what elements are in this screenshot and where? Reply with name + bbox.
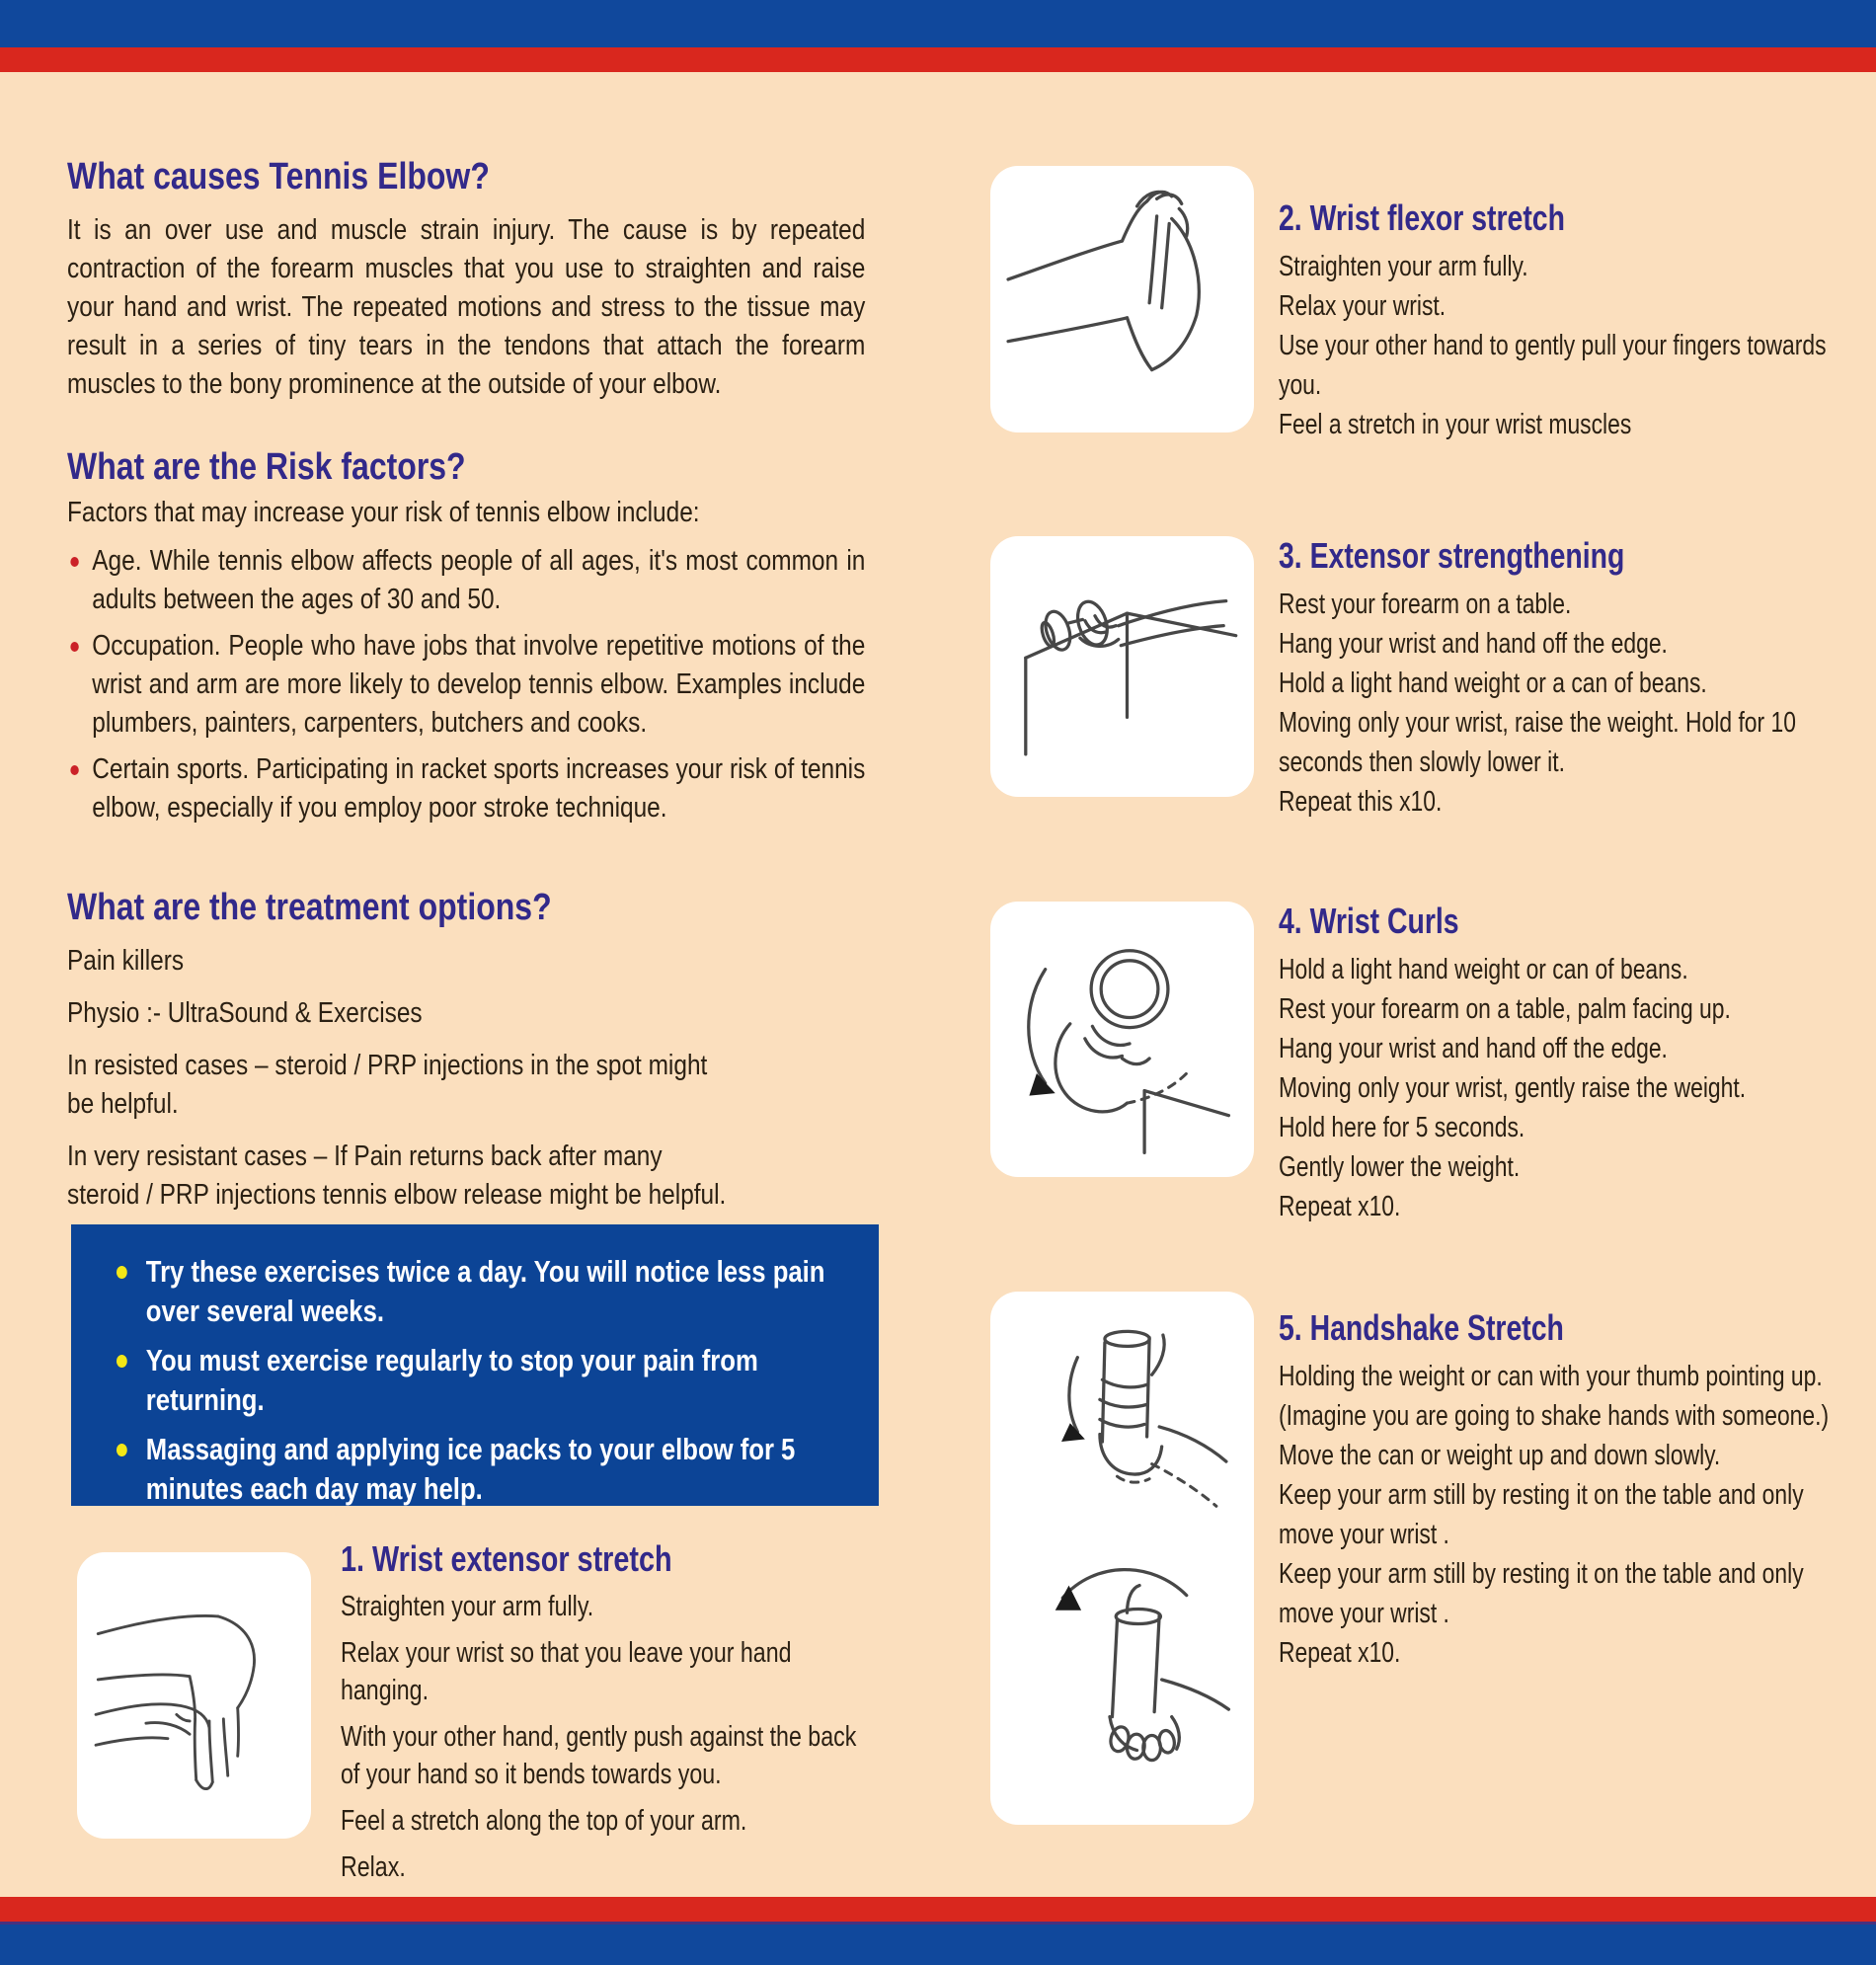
causes-section	[67, 154, 865, 404]
exercise-advice-info-box	[71, 1224, 879, 1506]
exercise-5-line: Repeat x10.	[1279, 1637, 1401, 1669]
treatment-line	[67, 942, 865, 981]
handshake-stretch-text	[1279, 1305, 1832, 1673]
info-bullet-text: You must exercise regularly to stop your pain from returning.	[145, 1343, 758, 1417]
exercise-1-line: With your other hand, gently push against the back of your hand so it bends towards you.	[341, 1721, 857, 1790]
extensor-strengthening-card	[990, 536, 1254, 797]
handshake-stretch-illustration	[998, 1299, 1246, 1817]
exercise-4-line: Hold a light hand weight or can of beans.	[1279, 954, 1688, 985]
exercise-2-line: Use your other hand to gently pull your fingers towards you.	[1279, 330, 1827, 401]
extensor-strengthening-illustration	[998, 544, 1246, 789]
wrist-flexor-stretch-text	[1279, 196, 1832, 444]
exercise-4-line: Hold here for 5 seconds.	[1279, 1112, 1525, 1143]
exercise-1-line: Relax your wrist so that you leave your hand hanging.	[341, 1637, 792, 1706]
risk-heading: What are the Risk factors?	[67, 446, 466, 488]
wrist-curls-illustration	[998, 909, 1246, 1169]
info-bullet	[117, 1341, 852, 1420]
risk-bullet	[67, 542, 865, 619]
exercise-4-heading: 4. Wrist Curls	[1279, 901, 1459, 941]
wrist-extensor-stretch-card	[77, 1552, 311, 1839]
exercise-5-line: Keep your arm still by resting it on the table and only move your wrist .	[1279, 1479, 1804, 1550]
treatment-heading: What are the treatment options?	[67, 887, 552, 928]
wrist-flexor-stretch-illustration	[998, 174, 1246, 425]
handshake-stretch-card	[990, 1292, 1254, 1825]
causes-heading: What causes Tennis Elbow?	[67, 156, 490, 197]
exercise-4-line: Rest your forearm on a table, palm facing up.	[1279, 993, 1731, 1025]
exercise-3-heading: 3. Extensor strengthening	[1279, 535, 1625, 576]
exercise-5-heading: 5. Handshake Stretch	[1279, 1307, 1564, 1348]
exercise-4-line: Repeat x10.	[1279, 1191, 1401, 1222]
risk-bullet	[67, 750, 865, 827]
exercise-4-line: Moving only your wrist, gently raise the weight.	[1279, 1072, 1747, 1104]
bullet-dot-icon	[70, 557, 78, 567]
exercise-3-line: Rest your forearm on a table.	[1279, 589, 1572, 620]
exercise-5-line: Holding the weight or can with your thumb pointing up. (Imagine you are going to shake hands with someone.)	[1279, 1361, 1830, 1432]
exercise-2-line: Relax your wrist.	[1279, 290, 1446, 322]
wrist-extensor-stretch-illustration	[85, 1560, 303, 1831]
risk-bullet-text: Certain sports. Participating in racket sports increases your risk of tennis elbow, especially if you employ poor stroke technique.	[92, 753, 866, 824]
top-blue-bar	[0, 0, 1876, 47]
wrist-curls-text	[1279, 899, 1832, 1226]
exercise-1-line: Feel a stretch along the top of your arm.	[341, 1805, 747, 1837]
info-bullet	[117, 1252, 852, 1331]
info-bullet	[117, 1430, 852, 1509]
risk-bullet	[67, 627, 865, 743]
wrist-curls-card	[990, 902, 1254, 1177]
exercise-2-heading: 2. Wrist flexor stretch	[1279, 197, 1565, 238]
treatment-line	[67, 994, 865, 1033]
exercise-2-line: Straighten your arm fully.	[1279, 251, 1528, 282]
bottom-red-bar	[0, 1897, 1876, 1922]
info-bullet-text: Try these exercises twice a day. You will notice less pain over several weeks.	[145, 1254, 825, 1328]
exercise-3-line: Moving only your wrist, raise the weight. Hold for 10 seconds then slowly lower it.	[1279, 707, 1796, 778]
risk-bullet-text: Occupation. People who have jobs that involve repetitive motions of the wrist and arm are more likely to develop tennis elbow. Examples include plumbers, painters, carpenters, butchers and cooks.	[92, 630, 866, 739]
bullet-dot-icon	[70, 765, 78, 775]
risk-bullet-list	[67, 542, 865, 827]
bullet-dot-icon	[117, 1266, 127, 1279]
exercise-2-line: Feel a stretch in your wrist muscles	[1279, 409, 1632, 440]
exercise-4-line: Gently lower the weight.	[1279, 1151, 1521, 1183]
bullet-dot-icon	[117, 1444, 127, 1456]
treatment-line	[67, 1047, 865, 1124]
treatment-text: Pain killers	[67, 945, 185, 977]
treatment-text: In resisted cases – steroid / PRP injections in the spot might	[67, 1050, 708, 1081]
risk-intro: Factors that may increase your risk of tennis elbow include:	[67, 497, 700, 528]
exercise-1-line: Relax.	[341, 1851, 406, 1883]
exercise-1-heading: 1. Wrist extensor stretch	[341, 1538, 672, 1579]
risk-bullet-text: Age. While tennis elbow affects people of all ages, it's most common in adults between the ages of 30 and 50.	[92, 545, 866, 615]
treatment-section	[67, 885, 865, 1228]
exercise-3-line: Hold a light hand weight or a can of beans.	[1279, 668, 1707, 699]
bottom-blue-bar	[0, 1922, 1876, 1965]
exercise-1-line: Straighten your arm fully.	[341, 1591, 594, 1622]
treatment-blocks	[67, 942, 865, 1215]
treatment-text: steroid / PRP injections tennis elbow release might be helpful.	[67, 1179, 727, 1211]
exercise-3-line: Hang your wrist and hand off the edge.	[1279, 628, 1668, 660]
treatment-text: In very resistant cases – If Pain returns back after many	[67, 1140, 663, 1172]
wrist-extensor-stretch-text	[341, 1536, 878, 1895]
treatment-text: be helpful.	[67, 1088, 179, 1120]
info-box-content	[117, 1252, 852, 1509]
exercise-5-line: Move the can or weight up and down slowly.	[1279, 1440, 1721, 1471]
risk-factors-section	[67, 444, 865, 835]
info-bullet-text: Massaging and applying ice packs to your elbow for 5 minutes each day may help.	[145, 1432, 796, 1506]
causes-paragraph: It is an over use and muscle strain injury. The cause is by repeated contraction of the forearm muscles that you use to straighten and raise your hand and wrist. The repeated motions and stress to the tissue may result in a series of tiny tears in the tendons that attach the forearm muscles to the bony prominence at the outside of your elbow.	[67, 214, 866, 400]
top-red-bar	[0, 47, 1876, 72]
exercise-3-line: Repeat this x10.	[1279, 786, 1443, 818]
wrist-flexor-stretch-card	[990, 166, 1254, 432]
extensor-strengthening-text	[1279, 533, 1832, 822]
treatment-text: Physio :- UltraSound & Exercises	[67, 997, 423, 1029]
treatment-line	[67, 1138, 865, 1215]
exercise-4-line: Hang your wrist and hand off the edge.	[1279, 1033, 1668, 1064]
bullet-dot-icon	[70, 642, 78, 652]
exercise-5-line: Keep your arm still by resting it on the table and only move your wrist .	[1279, 1558, 1804, 1629]
bullet-dot-icon	[117, 1355, 127, 1368]
